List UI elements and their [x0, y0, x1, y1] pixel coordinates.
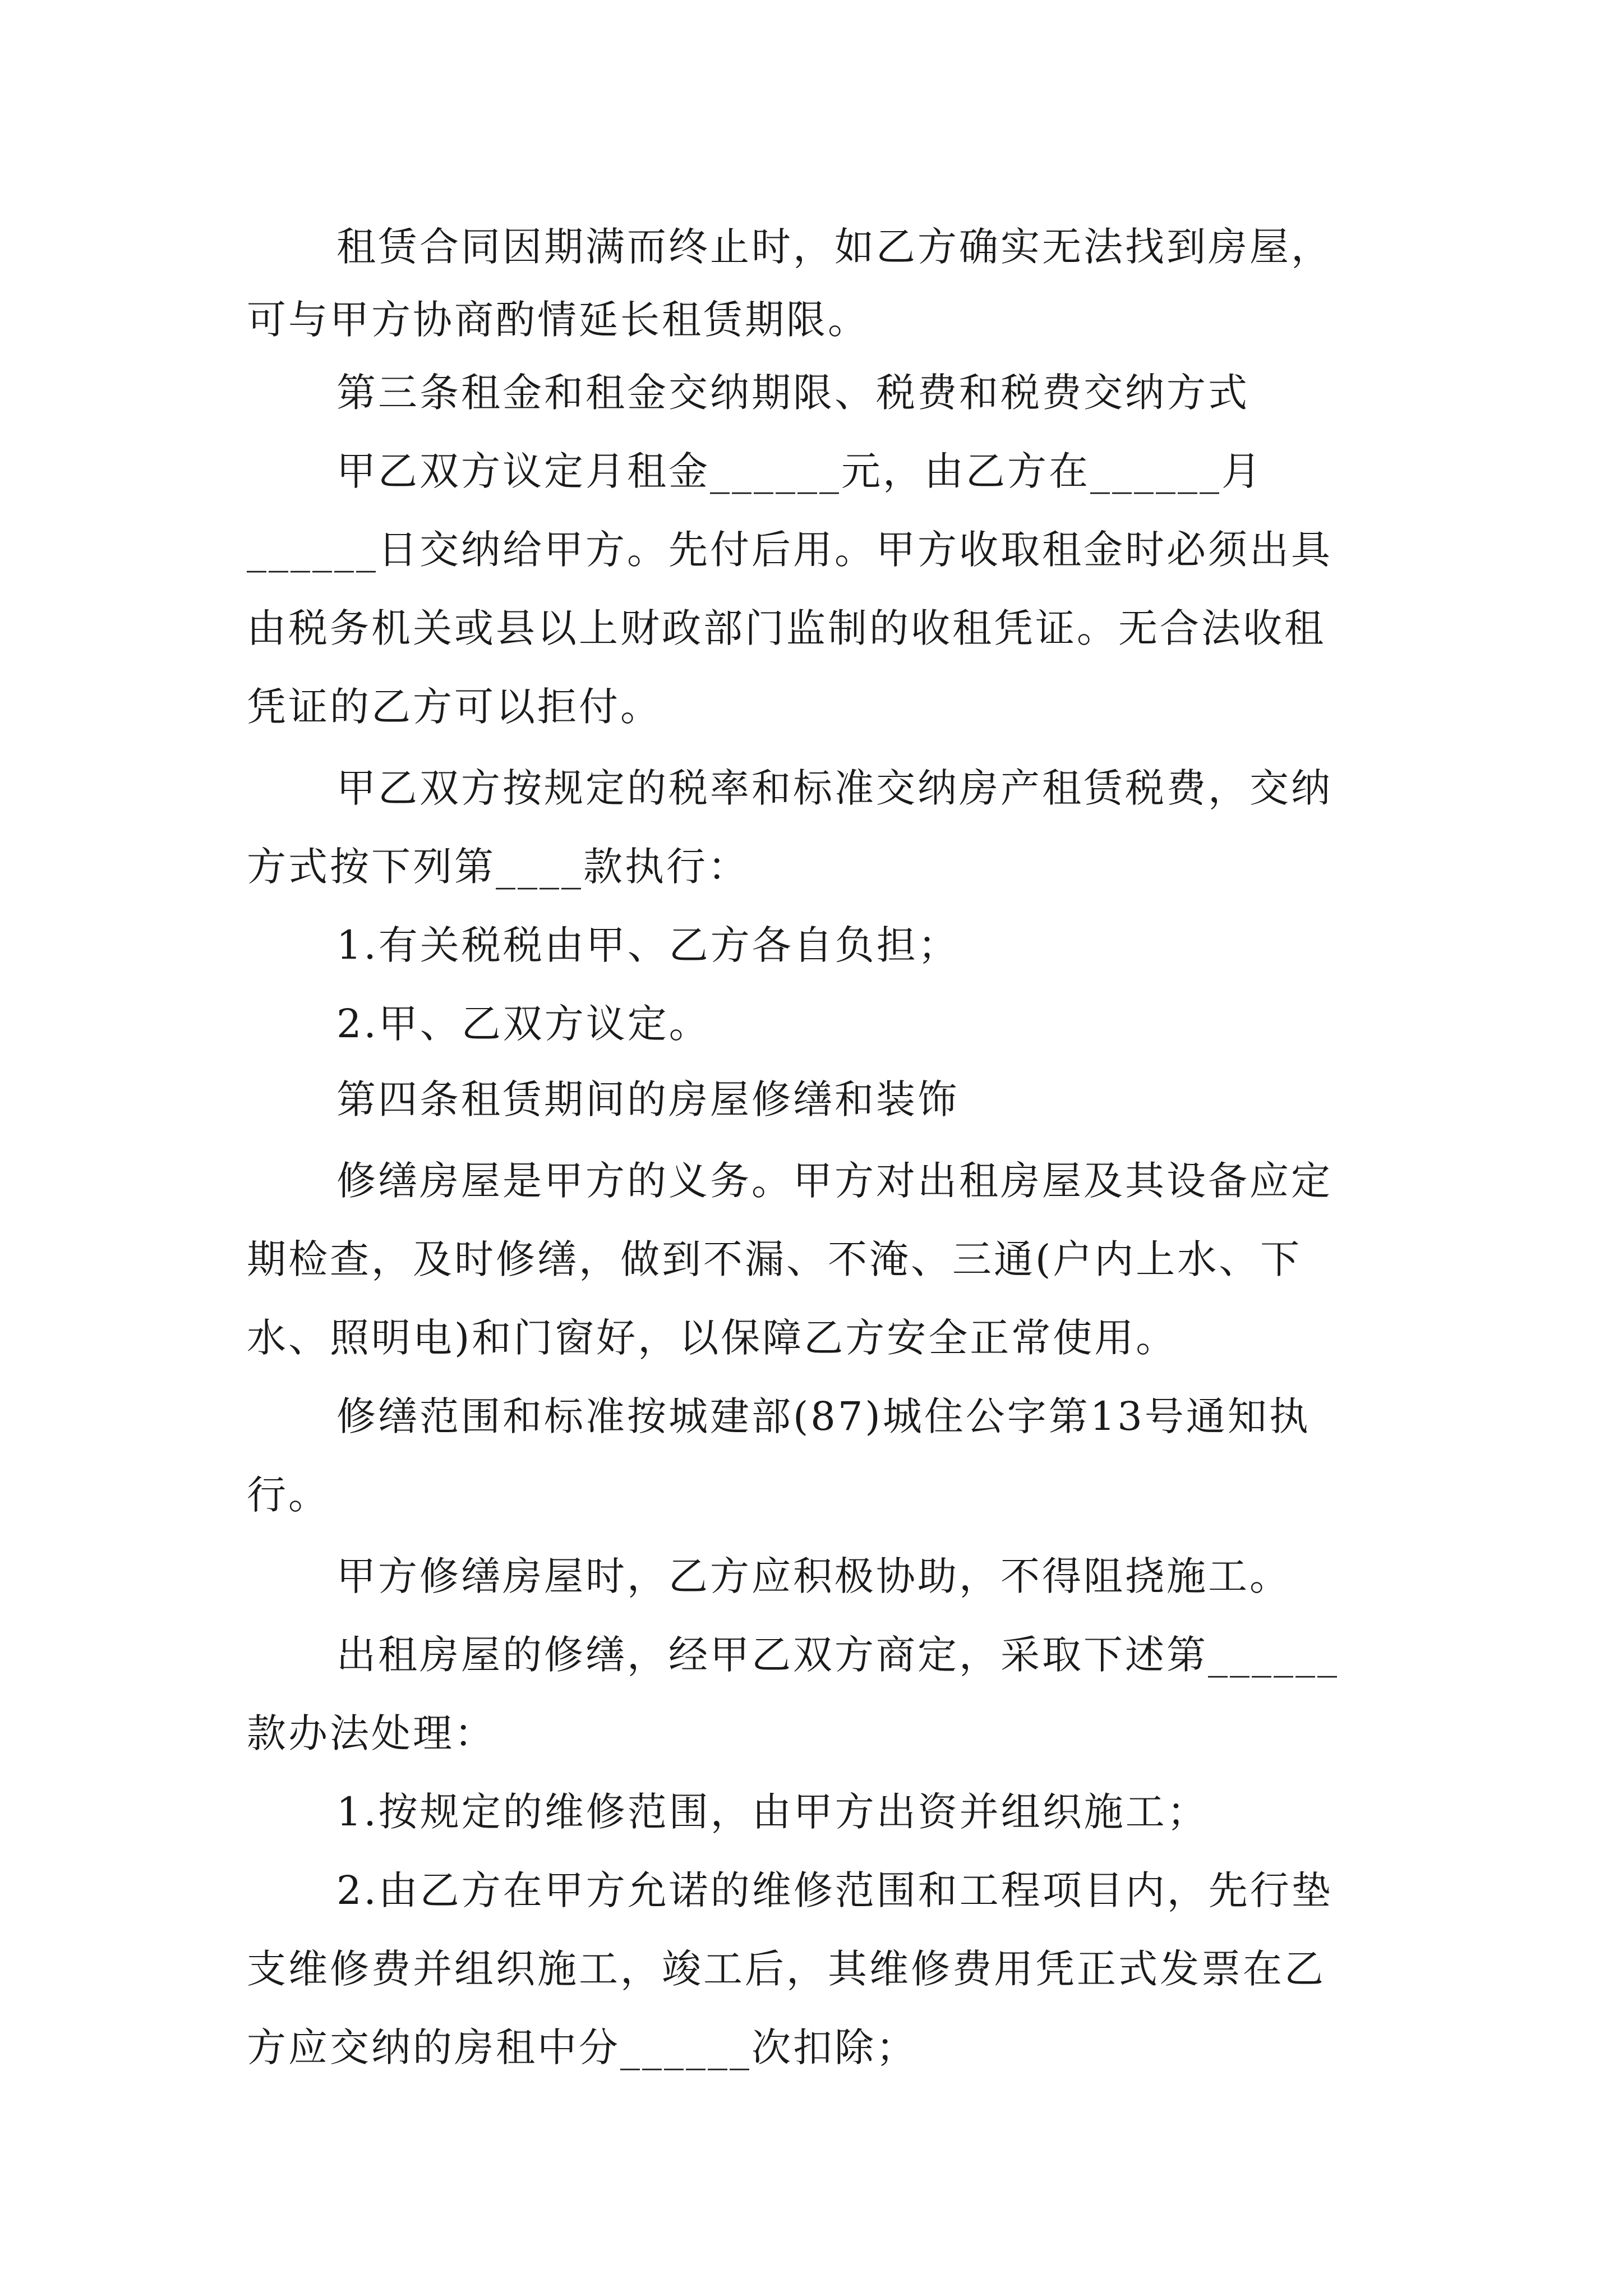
list-item: 1.有关税税由甲、乙方各自负担； [336, 922, 960, 968]
text-line: 凭证的乙方可以拒付。 [247, 684, 662, 730]
text-line: 行。 [247, 1472, 330, 1518]
text-line: 方式按下列第____款执行： [247, 844, 749, 890]
section-heading: 第四条租赁期间的房屋修缮和装饰 [336, 1076, 959, 1122]
text-line: 租赁合同因期满而终止时，如乙方确实无法找到房屋， [336, 224, 1332, 270]
text-line: 修缮房屋是甲方的义务。甲方对出租房屋及其设备应定 [336, 1158, 1332, 1204]
list-item: 2.甲、乙双方议定。 [336, 1001, 711, 1047]
text-line: 甲乙双方议定月租金______元，由乙方在______月 [336, 448, 1263, 494]
text-line: 水、照明电)和门窗好，以保障乙方安全正常使用。 [247, 1315, 1178, 1361]
text-line: ______日交纳给甲方。先付后用。甲方收取租金时必须出具 [247, 527, 1332, 573]
text-line: 可与甲方协商酌情延长租赁期限。 [247, 297, 869, 343]
text-line: 方应交纳的房租中分______次扣除； [247, 2024, 917, 2070]
list-item: 1.按规定的维修范围，由甲方出资并组织施工； [336, 1789, 1209, 1835]
text-line: 修缮范围和标准按城建部(87)城住公字第13号通知执 [336, 1393, 1311, 1439]
text-line: 出租房屋的修缮，经甲乙双方商定，采取下述第______ [336, 1632, 1339, 1678]
text-line: 款办法处理： [247, 1710, 496, 1756]
text-line: 支维修费并组织施工，竣工后，其维修费用凭正式发票在乙 [247, 1946, 1326, 1992]
text-line: 甲乙双方按规定的税率和标准交纳房产租赁税费，交纳 [336, 765, 1332, 811]
list-item: 2.由乙方在甲方允诺的维修范围和工程项目内，先行垫 [336, 1867, 1333, 1913]
text-line: 期检查，及时修缮，做到不漏、不淹、三通(户内上水、下 [247, 1236, 1302, 1282]
text-line: 由税务机关或县以上财政部门监制的收租凭证。无合法收租 [247, 605, 1326, 651]
text-line: 甲方修缮房屋时，乙方应积极协助，不得阻挠施工。 [336, 1553, 1291, 1599]
section-heading: 第三条租金和租金交纳期限、税费和税费交纳方式 [336, 370, 1249, 416]
